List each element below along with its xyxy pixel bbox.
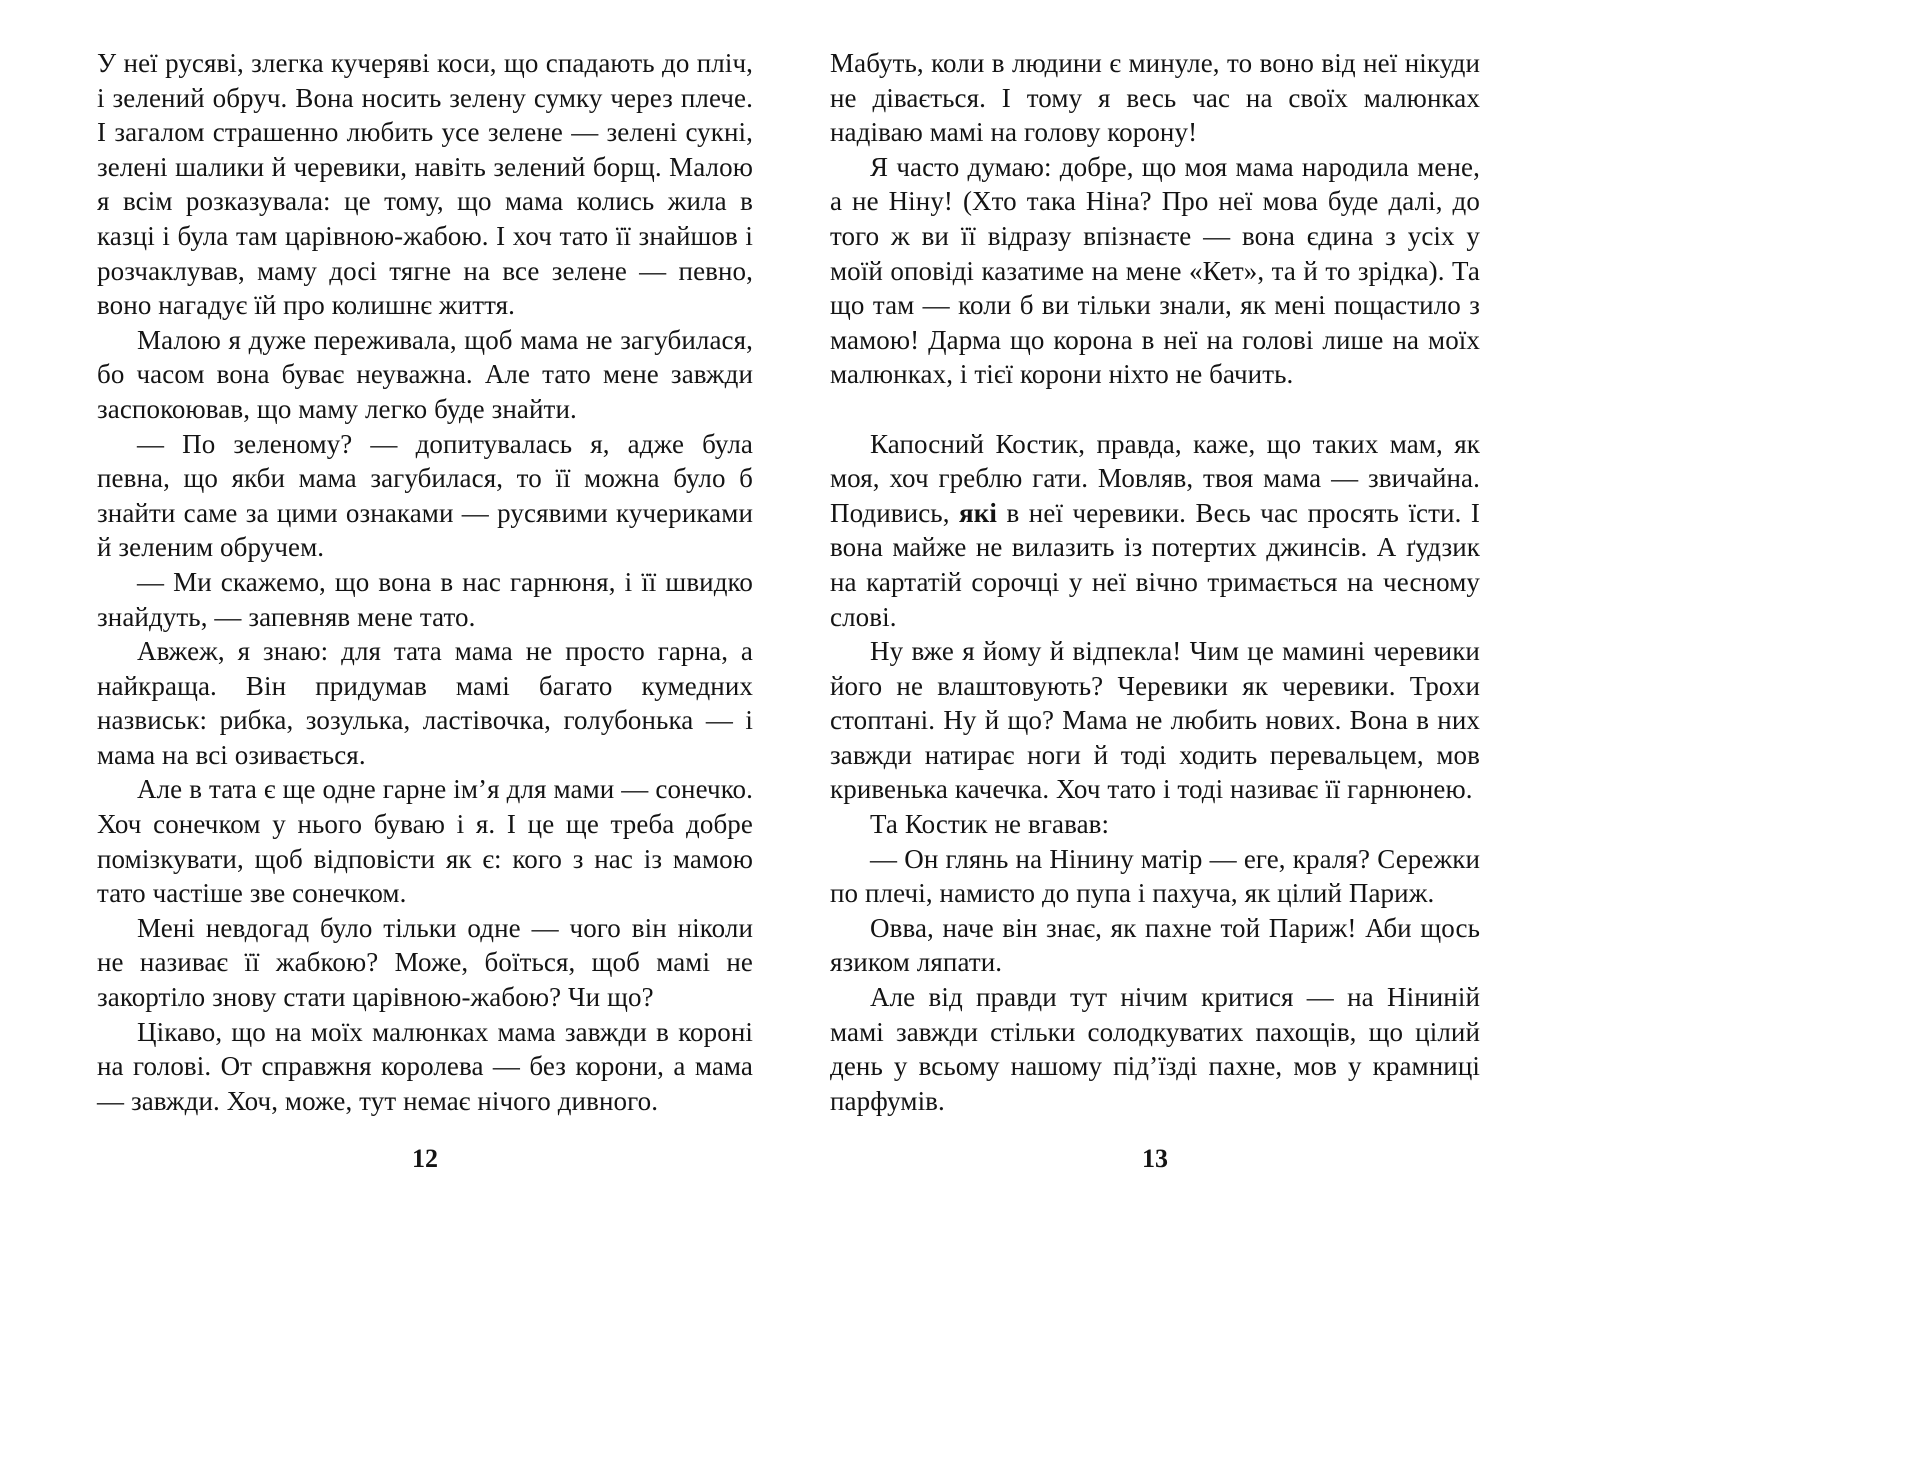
page-number-right: 13 xyxy=(1142,1144,1168,1174)
paragraph-dialogue: — Ми скажемо, що вона в нас гарнюня, і її швидко знайдуть, — запевняв мене тато. xyxy=(97,566,753,632)
paragraph: Мені невдогад було тільки одне — чого він ніколи не називає її жабкою? Може, боїться, щоб мамі не закортіло знову стати царівною-жабою? Чи що? xyxy=(97,912,753,1013)
paragraph: Та Костик не вгавав: xyxy=(870,809,1110,840)
page-right xyxy=(830,46,1480,1174)
paragraph: Але від правди тут нічим критися — на Ніниній мамі завжди стільки солодкуватих пахощів, що цілий день у всьому нашому під’їзді пахне, мов у крамниці парфумів. xyxy=(830,982,1480,1116)
paragraph: Авжеж, я знаю: для тата мама не просто гарна, а найкраща. Він придумав мамі багато кумедних назвиськ: рибка, зозулька, ластівочка, голубонька — і мама на всі озивається. xyxy=(97,636,753,770)
paragraph-dialogue: — Он глянь на Нінину матір — еге, краля? Сережки по плечі, намисто до пупа і пахуча, як цілий Париж. xyxy=(830,843,1480,909)
paragraph: Ну вже я йому й відпекла! Чим це мамині черевики його не влаштовують? Черевики як черевики. Трохи стоптані. Ну й що? Мама не любить нових. Вона в них завжди натирає ноги й тоді ходить перевальцем, мов кривенька качечка. Хоч тато і тоді називає її гарнюнею. xyxy=(830,636,1480,805)
emphasized-word: які xyxy=(959,497,997,528)
paragraph: Мабуть, коли в людини є минуле, то воно від неї нікуди не дівається. І тому я весь час на своїх малюнках надіваю мамі на голову корону! xyxy=(830,48,1480,148)
paragraph: Цікаво, що на моїх малюнках мама завжди в короні на голові. От справжня королева — без корони, а мама — завжди. Хоч, може, тут немає нічого дивного. xyxy=(97,1016,753,1116)
page-left xyxy=(97,46,753,1174)
paragraph: Я часто думаю: добре, що моя мама народила мене, а не Ніну! (Хто така Ніна? Про неї мова буде далі, до того ж ви її відразу впізнаєте — вона єдина з усіх у моїй оповіді казатиме на мене «Кет», та й то зрідка). Та що там — коли б ви тільки знали, як мені пощастило з мамою! Дарма що корона в неї на голові лише на моїх малюнках, і тієї корони ніхто не бачить. xyxy=(830,151,1480,390)
paragraph: Овва, наче він знає, як пахне той Париж! Аби щось язиком ляпати. xyxy=(830,912,1480,978)
paragraph: Малою я дуже переживала, щоб мама не загубилася, бо часом вона буває неуважна. Але тато мене завжди заспокоював, що маму легко буде знайти. xyxy=(97,324,753,424)
paragraph-dialogue: — По зеленому? — допитувалась я, адже була певна, що якби мама загубилася, то її можна було б знайти саме за цими ознаками — русявими кучериками й зеленим обручем. xyxy=(97,428,753,563)
page-number-left: 12 xyxy=(412,1144,438,1174)
paragraph: Але в тата є ще одне гарне ім’я для мами — сонечко. Хоч сонечком у нього буваю і я. І це ще треба добре помізкувати, щоб відповісти як є: кого з нас із мамою тато частіше зве сонечком. xyxy=(97,774,753,909)
paragraph: У неї русяві, злегка кучеряві коси, що спадають до пліч, і зелений обруч. Вона носить зелену сумку через плече. І загалом страшенно любить усе зелене — зелені сукні, зелені шалики й черевики, навіть зелений борщ. Малою я всім розказувала: це тому, що мама колись жила в казці і була там царівною-жабою. І хоч тато її знайшов і розчаклував, маму досі тягне на все зелене — певно, воно нагадує їй про колишнє життя. xyxy=(97,48,753,321)
paragraph xyxy=(830,427,1480,635)
paragraph-text: в неї черевики. Весь час просять їсти. І вона майже не вилазить із потертих джинсів. А ґудзик на картатій сорочці у неї вічно тримається на чесному слові. xyxy=(830,497,1480,632)
paragraph-text: Капосний Костик, правда, каже, що таких мам, як моя, хоч греблю гати. Мовляв, твоя мама — звичайна. Подивись, xyxy=(830,428,1480,528)
